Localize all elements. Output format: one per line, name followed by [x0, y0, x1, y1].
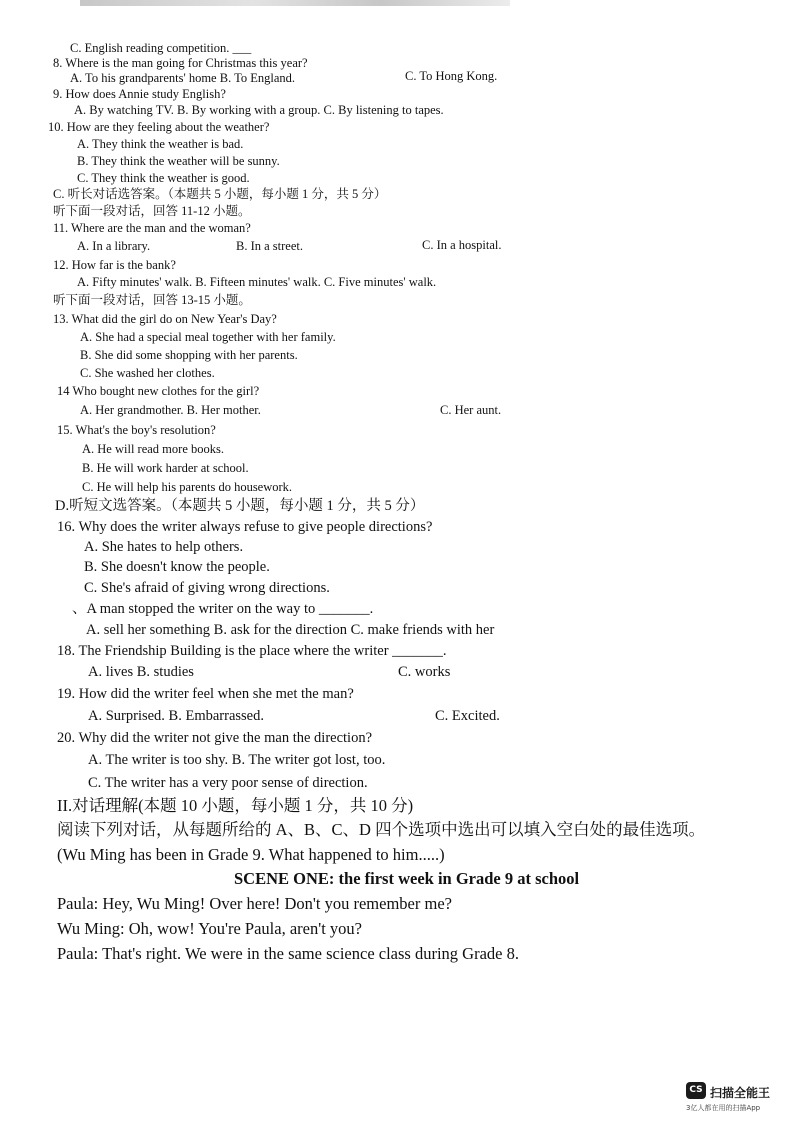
q20-options-ab: A. The writer is too shy. B. The writer got lost, too. [88, 752, 386, 768]
q7-option-c: C. English reading competition. ___ [70, 41, 252, 55]
q15-option-c: C. He will help his parents do housework. [82, 480, 293, 494]
q17-options: A. sell her something B. ask for the direction C. make friends with her [86, 622, 495, 638]
q19-option-c: C. Excited. [435, 708, 500, 724]
question-10: 10. How are they feeling about the weather? [48, 120, 270, 134]
q10-option-c: C. They think the weather is good. [77, 171, 250, 185]
part-ii-heading: II.对话理解(本题 10 小题，每小题 1 分，共 10 分) [57, 796, 414, 815]
q16-option-c: C. She's afraid of giving wrong directions. [84, 580, 330, 596]
dialogue-line-2: Wu Ming: Oh, wow! You're Paula, aren't you? [57, 919, 362, 938]
q18-option-c: C. works [398, 664, 451, 680]
question-13: 13. What did the girl do on New Year's Day? [53, 312, 277, 326]
q11-option-b: B. In a street. [236, 239, 303, 253]
q11-option-a: A. In a library. [77, 239, 151, 253]
question-8: 8. Where is the man going for Christmas this year? [53, 56, 308, 70]
q12-options: A. Fifty minutes' walk. B. Fifteen minutes' walk. C. Five minutes' walk. [77, 275, 437, 289]
question-14: 14 Who bought new clothes for the girl? [57, 384, 260, 398]
q13-option-c: C. She washed her clothes. [80, 366, 215, 380]
question-15: 15. What's the boy's resolution? [57, 423, 216, 437]
part-ii-instruction: 阅读下列对话，从每题所给的 A、B、C、D 四个选项中选出可以填入空白处的最佳选项。 [57, 820, 706, 839]
dialogue-context: (Wu Ming has been in Grade 9. What happened to him.....) [57, 845, 445, 864]
q15-option-b: B. He will work harder at school. [82, 461, 249, 475]
cropped-top-line [80, 0, 510, 6]
q14-option-c: C. Her aunt. [440, 403, 502, 417]
camscanner-name: 扫描全能王 [710, 1086, 771, 1100]
q13-option-a: A. She had a special meal together with her family. [80, 330, 336, 344]
q9-options: A. By watching TV. B. By working with a group. C. By listening to tapes. [74, 103, 444, 117]
q20-option-c: C. The writer has a very poor sense of direction. [88, 775, 368, 791]
question-17: 、A man stopped the writer on the way to _______. [72, 601, 374, 617]
q8-option-c: C. To Hong Kong. [405, 69, 498, 83]
question-11: 11. Where are the man and the woman? [53, 221, 251, 235]
question-19: 19. How did the writer feel when she met the man? [57, 686, 354, 702]
instruction-13-15: 听下面一段对话，回答 13-15 小题。 [53, 293, 251, 307]
q16-option-b: B. She doesn't know the people. [84, 559, 270, 575]
q13-option-b: B. She did some shopping with her parents. [80, 348, 298, 362]
q18-options-ab: A. lives B. studies [88, 664, 194, 680]
camscanner-logo: CS [686, 1082, 706, 1099]
section-c-heading: C. 听长对话选答案。（本题共 5 小题，每小题 1 分，共 5 分） [53, 187, 387, 201]
q8-options-ab: A. To his grandparents' home B. To England. [70, 71, 296, 85]
q16-option-a: A. She hates to help others. [84, 539, 244, 555]
question-20: 20. Why did the writer not give the man the direction? [57, 730, 373, 746]
q14-options-ab: A. Her grandmother. B. Her mother. [80, 403, 261, 417]
q15-option-a: A. He will read more books. [82, 442, 224, 456]
dialogue-line-3: Paula: That's right. We were in the same science class during Grade 8. [57, 944, 519, 963]
q10-option-a: A. They think the weather is bad. [77, 137, 244, 151]
camscanner-tagline: 3亿人都在用的扫描App [686, 1104, 761, 1112]
question-12: 12. How far is the bank? [53, 258, 176, 272]
q11-option-c: C. In a hospital. [422, 238, 502, 252]
question-18: 18. The Friendship Building is the place where the writer _______. [57, 643, 447, 659]
scene-one-title: SCENE ONE: the first week in Grade 9 at school [234, 869, 580, 888]
dialogue-line-1: Paula: Hey, Wu Ming! Over here! Don't you remember me? [57, 894, 452, 913]
instruction-11-12: 听下面一段对话，回答 11-12 小题。 [53, 204, 251, 218]
section-d-heading: D.听短文选答案。（本题共 5 小题，每小题 1 分，共 5 分） [55, 498, 425, 514]
q10-option-b: B. They think the weather will be sunny. [77, 154, 280, 168]
question-9: 9. How does Annie study English? [53, 87, 226, 101]
q19-options-ab: A. Surprised. B. Embarrassed. [88, 708, 264, 724]
question-16: 16. Why does the writer always refuse to give people directions? [57, 519, 433, 535]
